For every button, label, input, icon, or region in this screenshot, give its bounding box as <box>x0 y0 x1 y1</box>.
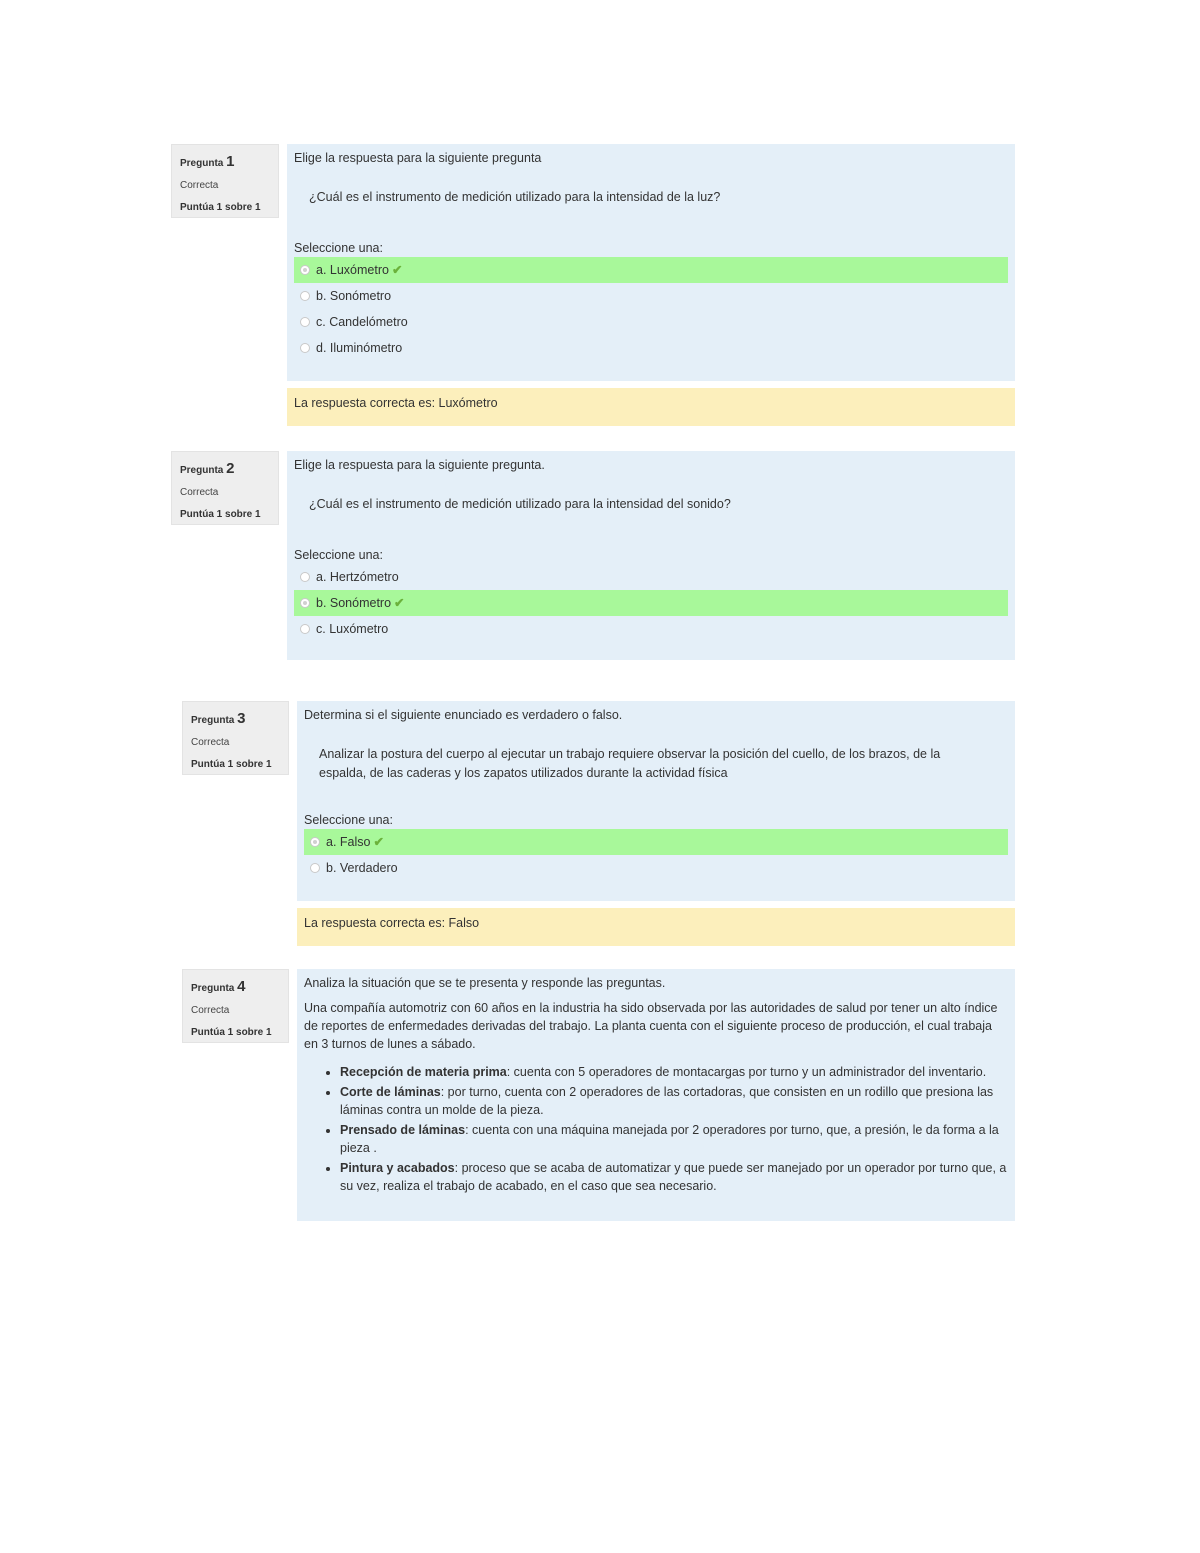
question-status: Correcta <box>180 180 219 191</box>
answer-prompt: Seleccione una: <box>294 548 383 562</box>
list-item <box>340 1063 1008 1082</box>
radio-icon[interactable] <box>300 343 310 353</box>
question-number: 1 <box>226 153 235 170</box>
list-item-term: Recepción de materia prima <box>340 1065 507 1079</box>
question-grade: Puntúa 1 sobre 1 <box>180 202 261 213</box>
question-grade: Puntúa 1 sobre 1 <box>191 1027 272 1038</box>
answer-option[interactable] <box>294 564 1008 590</box>
question-info-4 <box>182 969 289 1043</box>
question-content-2 <box>287 451 1015 660</box>
question-grade: Puntúa 1 sobre 1 <box>180 509 261 520</box>
question-status: Correcta <box>191 737 230 748</box>
question-label: Pregunta <box>191 715 235 726</box>
radio-icon[interactable] <box>300 572 310 582</box>
radio-selected-icon[interactable] <box>300 265 310 275</box>
checkmark-icon: ✔ <box>391 263 403 277</box>
answer-option-label: b. Verdadero <box>326 861 398 875</box>
question-text: Analizar la postura del cuerpo al ejecutar un trabajo requiere observar la posición del cuello, de los brazos, de la espalda, de las caderas y los zapatos utilizados durante la actividad física <box>319 747 941 780</box>
question-info-2 <box>171 451 279 525</box>
question-number: 3 <box>237 710 246 727</box>
question-intro: Elige la respuesta para la siguiente pregunta <box>294 151 542 165</box>
feedback-text: La respuesta correcta es: Falso <box>304 916 480 930</box>
question-text: ¿Cuál es el instrumento de medición utilizado para la intensidad del sonido? <box>309 497 731 511</box>
question-info-1 <box>171 144 279 218</box>
radio-icon[interactable] <box>300 317 310 327</box>
answer-prompt: Seleccione una: <box>304 813 393 827</box>
question-content-4 <box>297 969 1015 1221</box>
list-item-term: Corte de láminas <box>340 1084 441 1099</box>
question-grade: Puntúa 1 sobre 1 <box>191 759 272 770</box>
question-label: Pregunta <box>180 465 224 476</box>
radio-selected-icon[interactable] <box>310 837 320 847</box>
answer-option[interactable] <box>294 590 1008 616</box>
question-intro: Elige la respuesta para la siguiente pregunta. <box>294 458 545 472</box>
question-label: Pregunta <box>191 983 235 994</box>
radio-icon[interactable] <box>310 863 320 873</box>
question-content-1 <box>287 144 1015 381</box>
question-info-3 <box>182 701 289 775</box>
answer-option-label: d. Iluminómetro <box>316 341 403 355</box>
list-item <box>340 1159 1008 1196</box>
answer-option-label: a. Falso <box>326 835 371 849</box>
question-status: Correcta <box>191 1005 230 1016</box>
question-status: Correcta <box>180 487 219 498</box>
question-label: Pregunta <box>180 158 224 169</box>
checkmark-icon: ✔ <box>373 835 384 849</box>
radio-icon[interactable] <box>300 624 310 634</box>
answer-option-label: c. Luxómetro <box>316 622 389 636</box>
answer-option-label: a. Luxómetro <box>316 263 389 277</box>
process-list <box>304 1063 1008 1196</box>
answer-option[interactable] <box>304 829 1008 855</box>
list-item-term: Pintura y acabados <box>340 1160 455 1175</box>
list-item-desc: : cuenta con una máquina manejada por 2 operadores por turno, que, a presión, le da forma a la pieza . <box>340 1122 999 1155</box>
list-item-desc: : proceso que se acaba de automatizar y que puede ser manejado por un operador por turno que, a su vez, realiza el trabajo de acabado, en el caso que sea necesario. <box>340 1160 1007 1193</box>
answer-prompt: Seleccione una: <box>294 241 383 255</box>
question-number: 4 <box>237 978 246 995</box>
answer-option[interactable] <box>294 335 1008 361</box>
feedback-text: La respuesta correcta es: Luxómetro <box>294 396 498 410</box>
answer-option-label: c. Candelómetro <box>316 315 408 329</box>
answer-option[interactable] <box>294 257 1008 283</box>
answer-option-label: a. Hertzómetro <box>316 570 399 584</box>
question-text: ¿Cuál es el instrumento de medición utilizado para la intensidad de la luz? <box>309 190 721 204</box>
radio-icon[interactable] <box>300 291 310 301</box>
answer-option-label: b. Sonómetro <box>316 596 392 610</box>
answer-option[interactable] <box>294 616 1008 642</box>
correct-answer-feedback-1 <box>287 388 1015 426</box>
list-item <box>340 1083 1008 1120</box>
answer-option[interactable] <box>294 309 1008 335</box>
list-item-desc: : por turno, cuenta con 2 operadores de las cortadoras, que consisten en un rodillo que presiona las láminas contra un molde de la pieza. <box>340 1084 994 1117</box>
question-content-3 <box>297 701 1015 901</box>
list-item <box>340 1121 1008 1158</box>
answer-option[interactable] <box>294 283 1008 309</box>
question-intro: Determina si el siguiente enunciado es verdadero o falso. <box>304 708 623 722</box>
list-item-desc: : cuenta con 5 operadores de montacargas por turno y un administrador del inventario. <box>506 1065 987 1079</box>
question-number: 2 <box>226 460 235 477</box>
correct-answer-feedback-3 <box>297 908 1015 946</box>
checkmark-icon: ✔ <box>394 596 405 610</box>
answer-option[interactable] <box>304 855 1008 881</box>
case-description: Una compañía automotriz con 60 años en la industria ha sido observada por las autoridades de salud por tener un alto índice de reportes de enfermedades derivadas del trabajo. La planta cuenta con el siguiente proceso de producción, el cual trabaja en 3 turnos de lunes a sábado. <box>304 1001 998 1051</box>
question-intro: Analiza la situación que se te presenta y responde las preguntas. <box>304 976 666 990</box>
list-item-term: Prensado de láminas <box>340 1122 466 1137</box>
radio-selected-icon[interactable] <box>300 598 310 608</box>
answer-option-label: b. Sonómetro <box>316 289 392 303</box>
